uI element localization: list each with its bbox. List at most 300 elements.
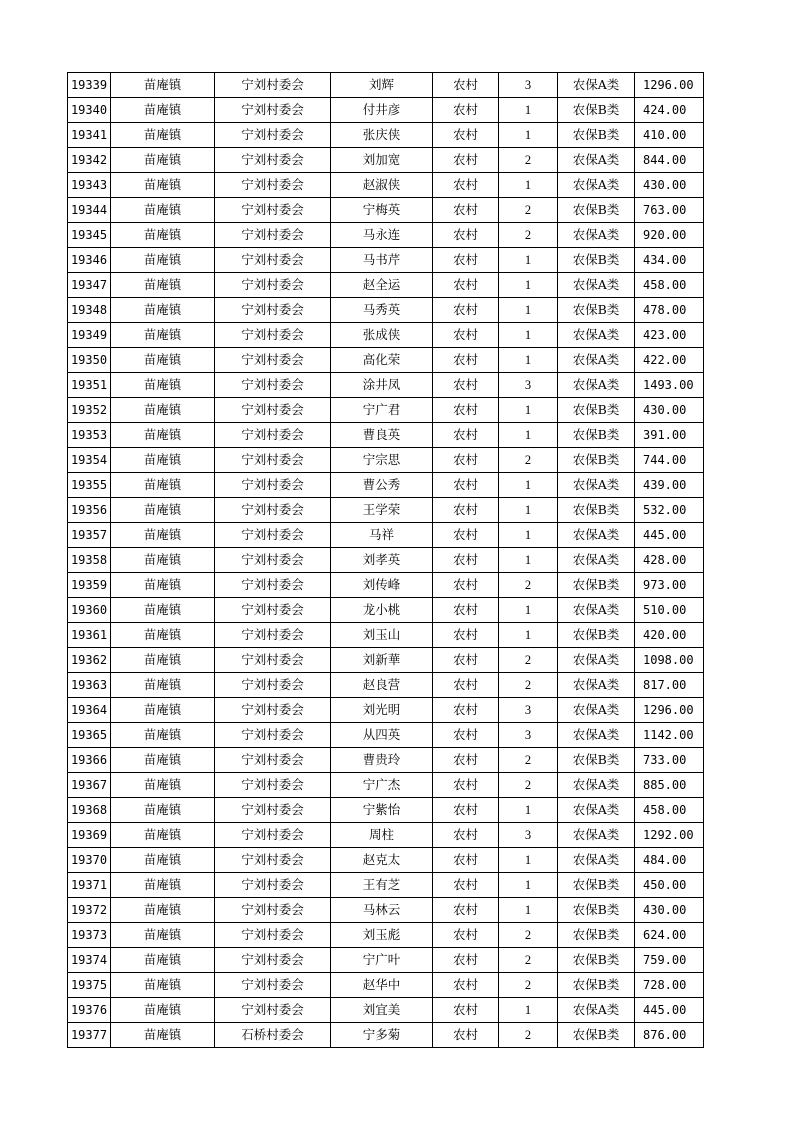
member-count-cell: 1	[499, 873, 558, 898]
household-type-cell: 农村	[433, 548, 499, 573]
amount-cell: 430.00	[635, 173, 704, 198]
household-type-cell: 农村	[433, 623, 499, 648]
amount-cell: 733.00	[635, 748, 704, 773]
amount-cell: 920.00	[635, 223, 704, 248]
amount-cell: 445.00	[635, 998, 704, 1023]
insurance-category-cell: 农保B类	[558, 1023, 635, 1048]
table-row	[68, 248, 704, 273]
record-id-cell: 19347	[68, 273, 111, 298]
member-count-cell: 1	[499, 798, 558, 823]
amount-cell: 728.00	[635, 973, 704, 998]
village-committee-cell: 宁刘村委会	[215, 748, 331, 773]
record-id-cell: 19344	[68, 198, 111, 223]
member-count-cell: 1	[499, 98, 558, 123]
table-row	[68, 598, 704, 623]
village-committee-cell: 宁刘村委会	[215, 373, 331, 398]
household-type-cell: 农村	[433, 848, 499, 873]
village-committee-cell: 宁刘村委会	[215, 248, 331, 273]
household-type-cell: 农村	[433, 1023, 499, 1048]
record-id-cell: 19369	[68, 823, 111, 848]
insurance-category-cell: 农保A类	[558, 848, 635, 873]
person-name-cell: 宁宗思	[331, 448, 433, 473]
town-cell: 苗庵镇	[111, 623, 215, 648]
insurance-category-cell: 农保A类	[558, 73, 635, 98]
household-type-cell: 农村	[433, 448, 499, 473]
insurance-category-cell: 农保B类	[558, 423, 635, 448]
person-name-cell: 马林云	[331, 898, 433, 923]
household-type-cell: 农村	[433, 123, 499, 148]
household-type-cell: 农村	[433, 798, 499, 823]
record-id-cell: 19355	[68, 473, 111, 498]
record-id-cell: 19376	[68, 998, 111, 1023]
town-cell: 苗庵镇	[111, 673, 215, 698]
table-row	[68, 448, 704, 473]
amount-cell: 434.00	[635, 248, 704, 273]
person-name-cell: 刘玉山	[331, 623, 433, 648]
member-count-cell: 2	[499, 923, 558, 948]
table-row	[68, 848, 704, 873]
member-count-cell: 1	[499, 998, 558, 1023]
town-cell: 苗庵镇	[111, 473, 215, 498]
table-row	[68, 748, 704, 773]
table-row	[68, 898, 704, 923]
village-committee-cell: 宁刘村委会	[215, 623, 331, 648]
record-id-cell: 19372	[68, 898, 111, 923]
household-type-cell: 农村	[433, 573, 499, 598]
household-type-cell: 农村	[433, 423, 499, 448]
town-cell: 苗庵镇	[111, 223, 215, 248]
member-count-cell: 1	[499, 248, 558, 273]
insurance-category-cell: 农保B类	[558, 948, 635, 973]
town-cell: 苗庵镇	[111, 523, 215, 548]
household-type-cell: 农村	[433, 298, 499, 323]
household-type-cell: 农村	[433, 498, 499, 523]
table-row	[68, 123, 704, 148]
record-id-cell: 19348	[68, 298, 111, 323]
person-name-cell: 赵克太	[331, 848, 433, 873]
insurance-category-cell: 农保B类	[558, 398, 635, 423]
member-count-cell: 2	[499, 573, 558, 598]
household-type-cell: 农村	[433, 673, 499, 698]
amount-cell: 510.00	[635, 598, 704, 623]
village-committee-cell: 宁刘村委会	[215, 148, 331, 173]
household-type-cell: 农村	[433, 173, 499, 198]
insurance-category-cell: 农保A类	[558, 373, 635, 398]
table-row	[68, 998, 704, 1023]
person-name-cell: 张庆侠	[331, 123, 433, 148]
record-id-cell: 19374	[68, 948, 111, 973]
village-committee-cell: 宁刘村委会	[215, 773, 331, 798]
household-type-cell: 农村	[433, 598, 499, 623]
amount-cell: 458.00	[635, 273, 704, 298]
insurance-category-cell: 农保A类	[558, 598, 635, 623]
town-cell: 苗庵镇	[111, 773, 215, 798]
amount-cell: 410.00	[635, 123, 704, 148]
member-count-cell: 2	[499, 223, 558, 248]
table-row	[68, 923, 704, 948]
table-row	[68, 323, 704, 348]
amount-cell: 973.00	[635, 573, 704, 598]
town-cell: 苗庵镇	[111, 748, 215, 773]
amount-cell: 1493.00	[635, 373, 704, 398]
village-committee-cell: 宁刘村委会	[215, 998, 331, 1023]
record-id-cell: 19362	[68, 648, 111, 673]
village-committee-cell: 宁刘村委会	[215, 648, 331, 673]
town-cell: 苗庵镇	[111, 848, 215, 873]
member-count-cell: 1	[499, 548, 558, 573]
record-id-cell: 19354	[68, 448, 111, 473]
member-count-cell: 2	[499, 1023, 558, 1048]
insurance-category-cell: 农保A类	[558, 348, 635, 373]
member-count-cell: 1	[499, 123, 558, 148]
village-committee-cell: 宁刘村委会	[215, 798, 331, 823]
table-row	[68, 473, 704, 498]
village-committee-cell: 宁刘村委会	[215, 223, 331, 248]
village-committee-cell: 宁刘村委会	[215, 423, 331, 448]
insurance-category-cell: 农保B类	[558, 298, 635, 323]
member-count-cell: 1	[499, 173, 558, 198]
town-cell: 苗庵镇	[111, 73, 215, 98]
insurance-category-cell: 农保A类	[558, 698, 635, 723]
insurance-category-cell: 农保A类	[558, 273, 635, 298]
member-count-cell: 2	[499, 673, 558, 698]
member-count-cell: 2	[499, 648, 558, 673]
village-committee-cell: 宁刘村委会	[215, 848, 331, 873]
amount-cell: 744.00	[635, 448, 704, 473]
insurance-category-cell: 农保A类	[558, 773, 635, 798]
town-cell: 苗庵镇	[111, 923, 215, 948]
household-type-cell: 农村	[433, 248, 499, 273]
record-id-cell: 19360	[68, 598, 111, 623]
table-row	[68, 698, 704, 723]
household-type-cell: 农村	[433, 348, 499, 373]
member-count-cell: 2	[499, 148, 558, 173]
table-row	[68, 373, 704, 398]
town-cell: 苗庵镇	[111, 398, 215, 423]
amount-cell: 450.00	[635, 873, 704, 898]
amount-cell: 423.00	[635, 323, 704, 348]
town-cell: 苗庵镇	[111, 573, 215, 598]
amount-cell: 532.00	[635, 498, 704, 523]
table-row	[68, 548, 704, 573]
household-type-cell: 农村	[433, 223, 499, 248]
town-cell: 苗庵镇	[111, 1023, 215, 1048]
town-cell: 苗庵镇	[111, 248, 215, 273]
member-count-cell: 2	[499, 448, 558, 473]
village-committee-cell: 宁刘村委会	[215, 473, 331, 498]
table-row	[68, 273, 704, 298]
village-committee-cell: 宁刘村委会	[215, 973, 331, 998]
town-cell: 苗庵镇	[111, 148, 215, 173]
table-row	[68, 523, 704, 548]
person-name-cell: 刘光明	[331, 698, 433, 723]
town-cell: 苗庵镇	[111, 823, 215, 848]
person-name-cell: 周柱	[331, 823, 433, 848]
record-id-cell: 19365	[68, 723, 111, 748]
town-cell: 苗庵镇	[111, 423, 215, 448]
amount-cell: 1098.00	[635, 648, 704, 673]
amount-cell: 428.00	[635, 548, 704, 573]
document-page	[67, 72, 704, 1048]
amount-cell: 445.00	[635, 523, 704, 548]
town-cell: 苗庵镇	[111, 798, 215, 823]
records-table	[67, 72, 704, 1048]
amount-cell: 624.00	[635, 923, 704, 948]
record-id-cell: 19343	[68, 173, 111, 198]
record-id-cell: 19357	[68, 523, 111, 548]
person-name-cell: 马永连	[331, 223, 433, 248]
member-count-cell: 3	[499, 723, 558, 748]
person-name-cell: 曹公秀	[331, 473, 433, 498]
member-count-cell: 3	[499, 823, 558, 848]
household-type-cell: 农村	[433, 273, 499, 298]
record-id-cell: 19345	[68, 223, 111, 248]
member-count-cell: 1	[499, 348, 558, 373]
person-name-cell: 曹良英	[331, 423, 433, 448]
table-row	[68, 773, 704, 798]
town-cell: 苗庵镇	[111, 648, 215, 673]
person-name-cell: 马书芹	[331, 248, 433, 273]
village-committee-cell: 宁刘村委会	[215, 98, 331, 123]
person-name-cell: 赵全运	[331, 273, 433, 298]
amount-cell: 876.00	[635, 1023, 704, 1048]
insurance-category-cell: 农保B类	[558, 923, 635, 948]
insurance-category-cell: 农保A类	[558, 173, 635, 198]
person-name-cell: 从四英	[331, 723, 433, 748]
amount-cell: 885.00	[635, 773, 704, 798]
record-id-cell: 19339	[68, 73, 111, 98]
village-committee-cell: 宁刘村委会	[215, 698, 331, 723]
record-id-cell: 19370	[68, 848, 111, 873]
town-cell: 苗庵镇	[111, 298, 215, 323]
household-type-cell: 农村	[433, 373, 499, 398]
record-id-cell: 19353	[68, 423, 111, 448]
record-id-cell: 19359	[68, 573, 111, 598]
village-committee-cell: 宁刘村委会	[215, 273, 331, 298]
amount-cell: 424.00	[635, 98, 704, 123]
member-count-cell: 1	[499, 398, 558, 423]
village-committee-cell: 宁刘村委会	[215, 398, 331, 423]
insurance-category-cell: 农保A类	[558, 798, 635, 823]
table-row	[68, 673, 704, 698]
amount-cell: 1296.00	[635, 698, 704, 723]
record-id-cell: 19342	[68, 148, 111, 173]
town-cell: 苗庵镇	[111, 873, 215, 898]
member-count-cell: 1	[499, 423, 558, 448]
village-committee-cell: 宁刘村委会	[215, 348, 331, 373]
table-row	[68, 423, 704, 448]
household-type-cell: 农村	[433, 773, 499, 798]
member-count-cell: 1	[499, 623, 558, 648]
town-cell: 苗庵镇	[111, 498, 215, 523]
amount-cell: 391.00	[635, 423, 704, 448]
village-committee-cell: 宁刘村委会	[215, 673, 331, 698]
person-name-cell: 涂井凤	[331, 373, 433, 398]
village-committee-cell: 宁刘村委会	[215, 523, 331, 548]
village-committee-cell: 宁刘村委会	[215, 823, 331, 848]
table-row	[68, 823, 704, 848]
table-row	[68, 973, 704, 998]
village-committee-cell: 宁刘村委会	[215, 323, 331, 348]
member-count-cell: 1	[499, 473, 558, 498]
member-count-cell: 1	[499, 898, 558, 923]
table-row	[68, 1023, 704, 1048]
village-committee-cell: 宁刘村委会	[215, 173, 331, 198]
insurance-category-cell: 农保A类	[558, 323, 635, 348]
town-cell: 苗庵镇	[111, 348, 215, 373]
member-count-cell: 1	[499, 598, 558, 623]
town-cell: 苗庵镇	[111, 973, 215, 998]
town-cell: 苗庵镇	[111, 448, 215, 473]
member-count-cell: 2	[499, 973, 558, 998]
table-row	[68, 223, 704, 248]
town-cell: 苗庵镇	[111, 998, 215, 1023]
insurance-category-cell: 农保A类	[558, 473, 635, 498]
person-name-cell: 宁梅英	[331, 198, 433, 223]
member-count-cell: 1	[499, 523, 558, 548]
insurance-category-cell: 农保B类	[558, 123, 635, 148]
insurance-category-cell: 农保B类	[558, 873, 635, 898]
person-name-cell: 刘加宽	[331, 148, 433, 173]
amount-cell: 439.00	[635, 473, 704, 498]
village-committee-cell: 宁刘村委会	[215, 573, 331, 598]
insurance-category-cell: 农保A类	[558, 673, 635, 698]
record-id-cell: 19351	[68, 373, 111, 398]
person-name-cell: 赵淑侠	[331, 173, 433, 198]
person-name-cell: 宁广叶	[331, 948, 433, 973]
person-name-cell: 王有芝	[331, 873, 433, 898]
table-row	[68, 148, 704, 173]
member-count-cell: 3	[499, 73, 558, 98]
village-committee-cell: 宁刘村委会	[215, 73, 331, 98]
person-name-cell: 高化荣	[331, 348, 433, 373]
person-name-cell: 龙小桃	[331, 598, 433, 623]
insurance-category-cell: 农保A类	[558, 523, 635, 548]
record-id-cell: 19377	[68, 1023, 111, 1048]
person-name-cell: 刘辉	[331, 73, 433, 98]
amount-cell: 478.00	[635, 298, 704, 323]
amount-cell: 817.00	[635, 673, 704, 698]
amount-cell: 759.00	[635, 948, 704, 973]
record-id-cell: 19364	[68, 698, 111, 723]
insurance-category-cell: 农保A类	[558, 998, 635, 1023]
household-type-cell: 农村	[433, 523, 499, 548]
person-name-cell: 赵华中	[331, 973, 433, 998]
village-committee-cell: 宁刘村委会	[215, 448, 331, 473]
table-row	[68, 398, 704, 423]
town-cell: 苗庵镇	[111, 273, 215, 298]
insurance-category-cell: 农保A类	[558, 548, 635, 573]
village-committee-cell: 宁刘村委会	[215, 498, 331, 523]
insurance-category-cell: 农保A类	[558, 223, 635, 248]
table-row	[68, 723, 704, 748]
insurance-category-cell: 农保B类	[558, 248, 635, 273]
person-name-cell: 刘新華	[331, 648, 433, 673]
household-type-cell: 农村	[433, 323, 499, 348]
household-type-cell: 农村	[433, 923, 499, 948]
household-type-cell: 农村	[433, 723, 499, 748]
record-id-cell: 19358	[68, 548, 111, 573]
table-row	[68, 198, 704, 223]
village-committee-cell: 宁刘村委会	[215, 298, 331, 323]
household-type-cell: 农村	[433, 73, 499, 98]
insurance-category-cell: 农保B类	[558, 98, 635, 123]
town-cell: 苗庵镇	[111, 948, 215, 973]
amount-cell: 430.00	[635, 898, 704, 923]
record-id-cell: 19356	[68, 498, 111, 523]
town-cell: 苗庵镇	[111, 548, 215, 573]
insurance-category-cell: 农保B类	[558, 498, 635, 523]
person-name-cell: 宁广杰	[331, 773, 433, 798]
table-row	[68, 73, 704, 98]
insurance-category-cell: 农保A类	[558, 823, 635, 848]
amount-cell: 763.00	[635, 198, 704, 223]
town-cell: 苗庵镇	[111, 98, 215, 123]
person-name-cell: 曹贵玲	[331, 748, 433, 773]
household-type-cell: 农村	[433, 148, 499, 173]
person-name-cell: 宁多菊	[331, 1023, 433, 1048]
insurance-category-cell: 农保A类	[558, 648, 635, 673]
member-count-cell: 1	[499, 298, 558, 323]
member-count-cell: 3	[499, 373, 558, 398]
record-id-cell: 19367	[68, 773, 111, 798]
records-table-body	[68, 73, 704, 1048]
household-type-cell: 农村	[433, 698, 499, 723]
amount-cell: 420.00	[635, 623, 704, 648]
person-name-cell: 马秀英	[331, 298, 433, 323]
table-row	[68, 798, 704, 823]
record-id-cell: 19363	[68, 673, 111, 698]
household-type-cell: 农村	[433, 948, 499, 973]
household-type-cell: 农村	[433, 898, 499, 923]
member-count-cell: 3	[499, 698, 558, 723]
household-type-cell: 农村	[433, 823, 499, 848]
insurance-category-cell: 农保B类	[558, 898, 635, 923]
household-type-cell: 农村	[433, 873, 499, 898]
village-committee-cell: 宁刘村委会	[215, 873, 331, 898]
member-count-cell: 1	[499, 323, 558, 348]
table-row	[68, 298, 704, 323]
village-committee-cell: 宁刘村委会	[215, 598, 331, 623]
insurance-category-cell: 农保B类	[558, 198, 635, 223]
amount-cell: 422.00	[635, 348, 704, 373]
town-cell: 苗庵镇	[111, 323, 215, 348]
village-committee-cell: 宁刘村委会	[215, 123, 331, 148]
amount-cell: 1142.00	[635, 723, 704, 748]
household-type-cell: 农村	[433, 748, 499, 773]
insurance-category-cell: 农保A类	[558, 723, 635, 748]
insurance-category-cell: 农保B类	[558, 623, 635, 648]
amount-cell: 430.00	[635, 398, 704, 423]
person-name-cell: 赵良营	[331, 673, 433, 698]
amount-cell: 1296.00	[635, 73, 704, 98]
household-type-cell: 农村	[433, 98, 499, 123]
person-name-cell: 刘玉彪	[331, 923, 433, 948]
town-cell: 苗庵镇	[111, 723, 215, 748]
record-id-cell: 19349	[68, 323, 111, 348]
town-cell: 苗庵镇	[111, 898, 215, 923]
record-id-cell: 19361	[68, 623, 111, 648]
village-committee-cell: 石桥村委会	[215, 1023, 331, 1048]
household-type-cell: 农村	[433, 648, 499, 673]
table-row	[68, 648, 704, 673]
household-type-cell: 农村	[433, 473, 499, 498]
town-cell: 苗庵镇	[111, 173, 215, 198]
household-type-cell: 农村	[433, 198, 499, 223]
amount-cell: 844.00	[635, 148, 704, 173]
village-committee-cell: 宁刘村委会	[215, 898, 331, 923]
table-row	[68, 623, 704, 648]
